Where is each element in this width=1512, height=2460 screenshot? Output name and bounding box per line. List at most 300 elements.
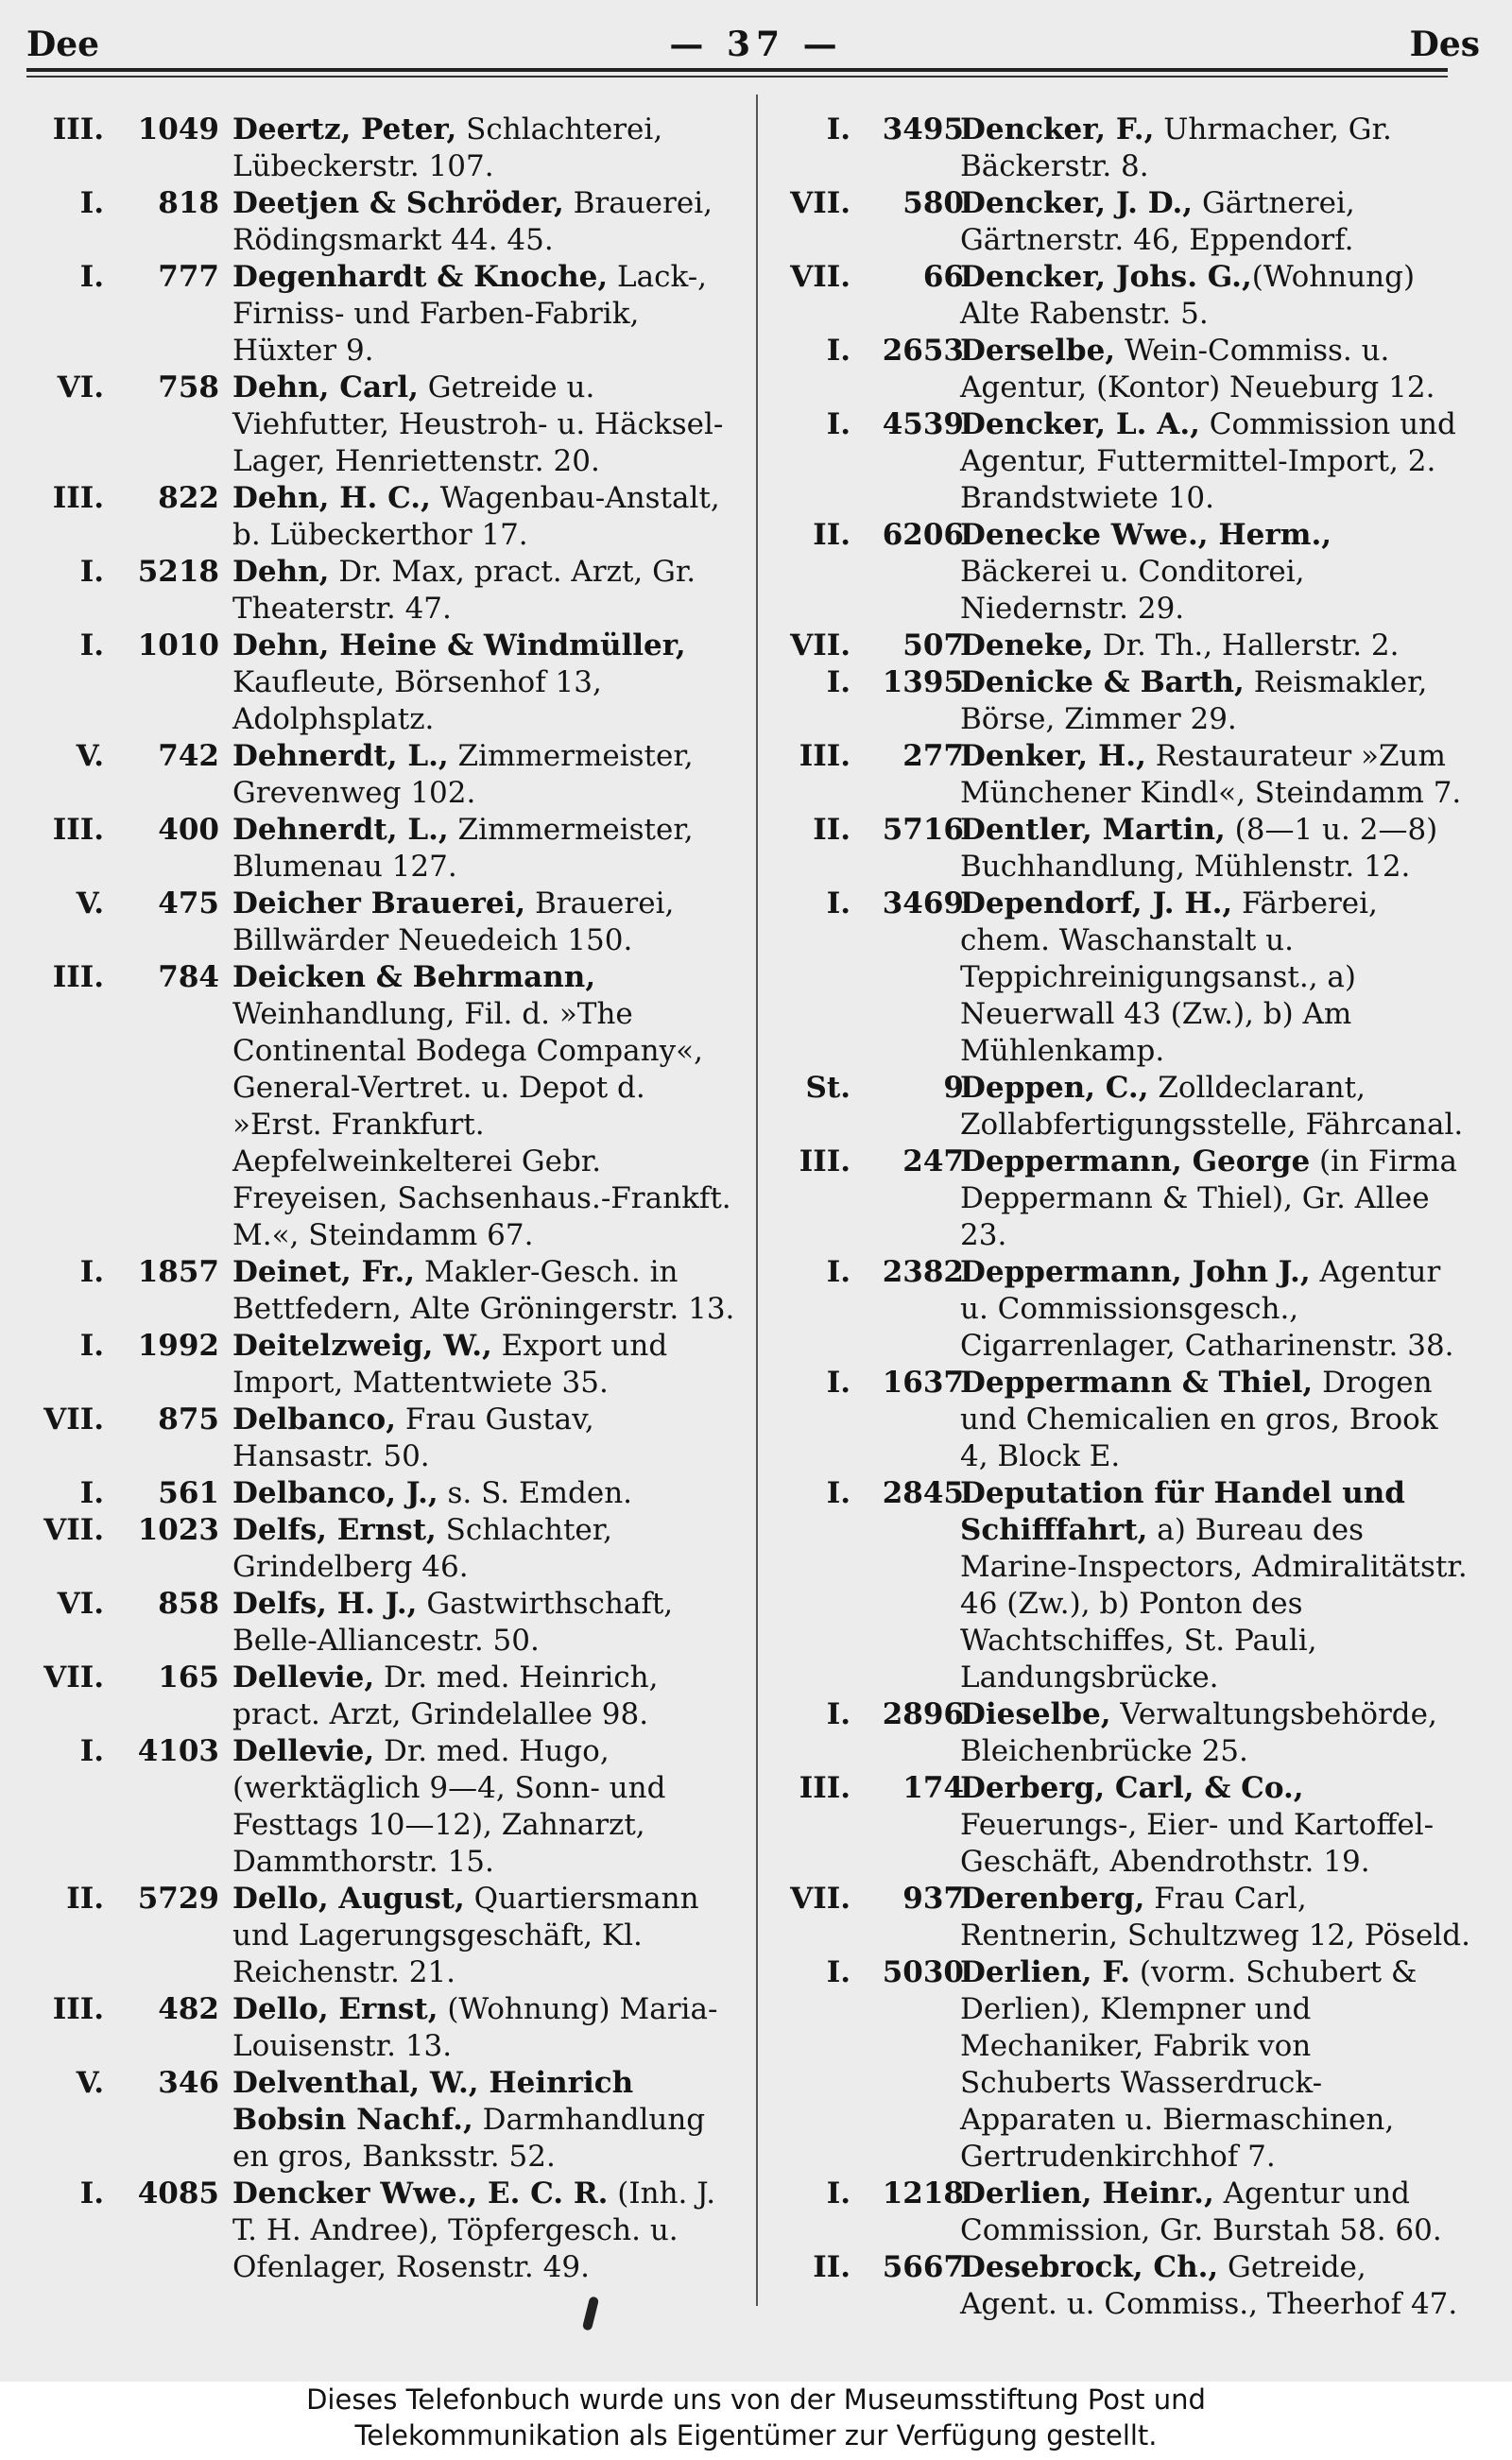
entry-text xyxy=(960,259,1470,333)
entry-description: Dr. Th., Hallerstr. 2. xyxy=(1092,628,1400,662)
directory-entry xyxy=(26,1402,737,1475)
phone-number xyxy=(26,886,219,922)
phone-number xyxy=(26,112,219,148)
directory-entry xyxy=(773,1365,1470,1475)
directory-entry xyxy=(773,517,1470,628)
entry-text xyxy=(960,1475,1470,1696)
entry-description: Lack-, Firniss- und Farben-Fabrik, Hüxter 9. xyxy=(232,260,708,368)
footer-line-1: Dieses Telefonbuch wurde uns von der Museumsstiftung Post und xyxy=(306,2383,1206,2416)
entry-text xyxy=(232,480,737,554)
exchange-code: I. xyxy=(826,407,850,441)
directory-entry xyxy=(26,112,737,185)
entry-description: Zimmermeister, Blumenau 127. xyxy=(232,813,694,884)
entry-text xyxy=(960,812,1470,886)
phone-number xyxy=(26,2065,219,2102)
phone-number xyxy=(773,112,964,148)
directory-entry xyxy=(26,2176,737,2286)
exchange-code: I. xyxy=(826,665,850,699)
header-right-keyword: Des xyxy=(1409,25,1480,64)
phone-number xyxy=(773,1070,964,1107)
column-divider xyxy=(756,95,758,2306)
entry-name: Dehnerdt, L., xyxy=(232,813,449,847)
entry-name: Dependorf, J. H., xyxy=(960,886,1233,920)
phone-number xyxy=(26,2176,219,2212)
entry-text xyxy=(232,1660,737,1733)
subscriber-number: 3469 xyxy=(882,886,964,920)
phone-number xyxy=(26,554,219,591)
exchange-code: I. xyxy=(826,334,850,368)
entry-text xyxy=(232,628,737,738)
entry-text xyxy=(960,1696,1470,1770)
entry-description: (Wohnung) Alte Rabenstr. 5. xyxy=(960,260,1416,331)
exchange-code: V. xyxy=(76,739,104,773)
directory-entry xyxy=(773,1070,1470,1144)
directory-entry xyxy=(26,1328,737,1402)
exchange-code: VI. xyxy=(57,1587,104,1621)
phone-number xyxy=(773,1696,964,1733)
entry-text xyxy=(232,1733,737,1881)
exchange-code: I. xyxy=(826,1476,850,1510)
exchange-code: VII. xyxy=(43,1402,104,1436)
subscriber-number: 784 xyxy=(158,960,219,994)
entry-text xyxy=(960,1881,1470,1954)
entry-description: Dr. med. Hugo, (werktäglich 9—4, Sonn- und Festtags 10—12), Zahnarzt, Dammthorstr. 15. xyxy=(232,1734,666,1879)
exchange-code: VII. xyxy=(790,260,850,294)
entry-text xyxy=(960,185,1470,259)
entry-description: Export und Import, Mattentwiete 35. xyxy=(232,1329,668,1400)
entry-text xyxy=(232,886,737,959)
phone-number xyxy=(773,2249,964,2286)
phone-number xyxy=(773,1254,964,1291)
phone-number xyxy=(773,406,964,443)
directory-entry xyxy=(26,1660,737,1733)
subscriber-number: 1637 xyxy=(882,1366,964,1400)
subscriber-number: 777 xyxy=(158,260,219,294)
exchange-code: II. xyxy=(813,813,850,847)
entry-name: Deitelzweig, W., xyxy=(232,1329,492,1363)
entry-name: Derberg, Carl, & Co., xyxy=(960,1771,1304,1805)
subscriber-number: 5716 xyxy=(882,813,964,847)
directory-entry xyxy=(773,628,1470,664)
directory-entry xyxy=(773,406,1470,517)
exchange-code: VII. xyxy=(43,1513,104,1547)
exchange-code: VII. xyxy=(790,628,850,662)
entry-name: Dehnerdt, L., xyxy=(232,739,449,773)
entry-description: (Wohnung) Maria-Louisenstr. 13. xyxy=(232,1992,718,2063)
directory-entry xyxy=(26,1475,737,1512)
entry-name: Dehn, Carl, xyxy=(232,370,419,404)
entry-name: Deputation für Handel und Schifffahrt, xyxy=(960,1476,1405,1547)
header-left-keyword: Dee xyxy=(26,25,100,64)
directory-entry xyxy=(26,628,737,738)
directory-entry xyxy=(773,112,1470,185)
subscriber-number: 758 xyxy=(158,370,219,404)
exchange-code: I. xyxy=(826,2176,850,2211)
entry-description: Dr. med. Heinrich, pract. Arzt, Grindelallee 98. xyxy=(232,1660,659,1731)
directory-entry xyxy=(773,1696,1470,1770)
entry-description: Getreide, Agent. u. Commiss., Theerhof 47. xyxy=(960,2250,1458,2321)
entry-description: (Inh. J. T. H. Andree), Töpfergesch. u. Ofenlager, Rosenstr. 49. xyxy=(232,2176,716,2284)
ink-mark xyxy=(582,2296,599,2331)
phone-number xyxy=(773,259,964,296)
directory-entry xyxy=(773,333,1470,406)
directory-entry xyxy=(26,259,737,370)
exchange-code: I. xyxy=(79,260,104,294)
entry-description: a) Bureau des Marine-Inspectors, Admiralitätstr. 46 (Zw.), b) Ponton des Wachtschiffes, St. Pauli, Landungsbrücke. xyxy=(960,1513,1468,1694)
entry-description: Uhrmacher, Gr. Bäckerstr. 8. xyxy=(960,112,1392,183)
subscriber-number: 858 xyxy=(158,1587,219,1621)
entry-description: Agentur u. Commissionsgesch., Cigarrenlager, Catharinenstr. 38. xyxy=(960,1255,1454,1363)
entry-name: Deicken & Behrmann, xyxy=(232,960,596,994)
entry-description: Zimmermeister, Grevenweg 102. xyxy=(232,739,694,810)
entry-description: Brauerei, Rödingsmarkt 44. 45. xyxy=(232,186,713,257)
phone-number xyxy=(26,1475,219,1512)
entry-name: Deinet, Fr., xyxy=(232,1255,416,1289)
entry-text xyxy=(232,959,737,1254)
page-header xyxy=(0,19,1512,72)
entry-text xyxy=(232,1475,737,1512)
directory-entry xyxy=(773,1144,1470,1254)
entry-name: Delfs, Ernst, xyxy=(232,1513,437,1547)
entry-description: Verwaltungsbehörde, Bleichenbrücke 25. xyxy=(960,1697,1437,1768)
phone-number xyxy=(773,185,964,222)
entry-name: Derlien, Heinr., xyxy=(960,2176,1214,2211)
entry-description: Feuerungs-, Eier- und Kartoffel-Geschäft, Abendrothstr. 19. xyxy=(960,1808,1435,1879)
entry-name: Dentler, Martin, xyxy=(960,813,1226,847)
exchange-code: I. xyxy=(826,1255,850,1289)
subscriber-number: 174 xyxy=(902,1771,964,1805)
phone-number xyxy=(773,812,964,849)
entry-description: Schlachter, Grindelberg 46. xyxy=(232,1513,613,1584)
subscriber-number: 1049 xyxy=(137,112,219,146)
entry-name: Dehn, xyxy=(232,555,330,589)
entry-text xyxy=(960,517,1470,628)
subscriber-number: 4085 xyxy=(137,2176,219,2211)
directory-entry xyxy=(26,185,737,259)
exchange-code: I. xyxy=(79,628,104,662)
entry-description: Färberei, chem. Waschanstalt u. Teppichreinigungsanst., a) Neuerwall 43 (Zw.), b) Am Mühlenkamp. xyxy=(960,886,1378,1068)
subscriber-number: 3495 xyxy=(882,112,964,146)
directory-entry xyxy=(26,1881,737,1991)
phone-number xyxy=(773,1770,964,1807)
subscriber-number: 2896 xyxy=(882,1697,964,1731)
subscriber-number: 507 xyxy=(902,628,964,662)
phone-number xyxy=(26,185,219,222)
subscriber-number: 2382 xyxy=(882,1255,964,1289)
entry-name: Dencker, Johs. G., xyxy=(960,260,1252,294)
entry-text xyxy=(232,1402,737,1475)
entry-name: Deicher Brauerei, xyxy=(232,886,526,920)
subscriber-number: 400 xyxy=(158,813,219,847)
exchange-code: III. xyxy=(52,960,104,994)
exchange-code: I. xyxy=(79,555,104,589)
entry-description: Drogen und Chemicalien en gros, Brook 4, Block E. xyxy=(960,1366,1438,1473)
entry-name: Dieselbe, xyxy=(960,1697,1111,1731)
subscriber-number: 1023 xyxy=(137,1513,219,1547)
directory-entry xyxy=(26,2065,737,2176)
subscriber-number: 9 xyxy=(943,1071,964,1105)
exchange-code: III. xyxy=(799,739,850,773)
entry-description: Wagenbau-Anstalt, b. Lübeckerthor 17. xyxy=(232,481,720,552)
entry-text xyxy=(232,2065,737,2176)
phone-number xyxy=(26,1733,219,1770)
entry-text xyxy=(960,628,1470,664)
entry-name: Dello, August, xyxy=(232,1882,465,1916)
entry-description: s. S. Emden. xyxy=(438,1476,633,1510)
subscriber-number: 818 xyxy=(158,186,219,220)
subscriber-number: 5667 xyxy=(882,2250,964,2284)
phone-number xyxy=(26,1660,219,1696)
phone-number xyxy=(773,886,964,922)
exchange-code: V. xyxy=(76,2066,104,2100)
subscriber-number: 742 xyxy=(158,739,219,773)
entry-text xyxy=(960,1070,1470,1144)
exchange-code: St. xyxy=(805,1071,850,1105)
entry-text xyxy=(960,664,1470,738)
phone-number xyxy=(26,1402,219,1438)
phone-number xyxy=(773,1365,964,1402)
entry-name: Dencker, L. A., xyxy=(960,407,1200,441)
exchange-code: II. xyxy=(66,1882,104,1916)
entry-text xyxy=(960,1254,1470,1365)
exchange-code: I. xyxy=(79,2176,104,2211)
directory-entry xyxy=(773,1881,1470,1954)
exchange-code: II. xyxy=(813,2250,850,2284)
directory-entry xyxy=(773,1954,1470,2176)
entry-text xyxy=(232,738,737,812)
entry-description: Gärtnerei, Gärtnerstr. 46, Eppendorf. xyxy=(960,186,1355,257)
entry-text xyxy=(232,1254,737,1328)
footer-notice xyxy=(0,2382,1512,2460)
subscriber-number: 6206 xyxy=(882,518,964,552)
phone-number xyxy=(773,1954,964,1991)
entry-description: Getreide u. Viehfutter, Heustroh- u. Häcksel-Lager, Henriettenstr. 20. xyxy=(232,370,724,478)
phone-number xyxy=(26,1512,219,1549)
exchange-code: I. xyxy=(79,1329,104,1363)
phone-number xyxy=(26,1328,219,1365)
subscriber-number: 2845 xyxy=(882,1476,964,1510)
exchange-code: III. xyxy=(52,1992,104,2026)
entry-name: Delfs, H. J., xyxy=(232,1587,418,1621)
subscriber-number: 4539 xyxy=(882,407,964,441)
entry-name: Dehn, Heine & Windmüller, xyxy=(232,628,686,662)
entry-description: (8—1 u. 2—8) Buchhandlung, Mühlenstr. 12. xyxy=(960,813,1438,884)
directory-entry xyxy=(26,812,737,886)
subscriber-number: 66 xyxy=(922,260,964,294)
directory-entry xyxy=(773,738,1470,812)
phone-number xyxy=(26,259,219,296)
subscriber-number: 937 xyxy=(902,1882,964,1916)
subscriber-number: 561 xyxy=(158,1476,219,1510)
entry-description: Bäckerei u. Conditorei, Niedernstr. 29. xyxy=(960,555,1305,626)
directory-entry xyxy=(773,812,1470,886)
subscriber-number: 277 xyxy=(902,739,964,773)
subscriber-number: 580 xyxy=(902,186,964,220)
entry-text xyxy=(232,812,737,886)
exchange-code: I. xyxy=(79,186,104,220)
entry-description: Dr. Max, pract. Arzt, Gr. Theaterstr. 47. xyxy=(232,555,696,626)
directory-entry xyxy=(26,1991,737,2065)
directory-entry xyxy=(26,959,737,1254)
phone-number xyxy=(773,333,964,370)
entry-description: Darmhandlung en gros, Banksstr. 52. xyxy=(232,2103,706,2174)
entry-description: (in Firma Deppermann & Thiel), Gr. Allee 23. xyxy=(960,1144,1457,1252)
exchange-code: III. xyxy=(799,1771,850,1805)
exchange-code: III. xyxy=(799,1144,850,1178)
subscriber-number: 1010 xyxy=(137,628,219,662)
entry-description: Restaurateur »Zum Münchener Kindl«, Steindamm 7. xyxy=(960,739,1462,810)
entry-name: Deneke, xyxy=(960,628,1093,662)
entry-text xyxy=(960,1954,1470,2176)
subscriber-number: 1857 xyxy=(137,1255,219,1289)
entry-name: Desebrock, Ch., xyxy=(960,2250,1219,2284)
entry-name: Degenhardt & Knoche, xyxy=(232,260,609,294)
entry-text xyxy=(960,1770,1470,1881)
subscriber-number: 4103 xyxy=(137,1734,219,1768)
exchange-code: I. xyxy=(79,1255,104,1289)
phone-number xyxy=(26,370,219,406)
exchange-code: VII. xyxy=(790,186,850,220)
phone-number xyxy=(26,738,219,775)
entry-text xyxy=(232,185,737,259)
entry-name: Dencker Wwe., E. C. R. xyxy=(232,2176,609,2211)
subscriber-number: 5218 xyxy=(137,555,219,589)
entry-text xyxy=(960,406,1470,517)
entry-text xyxy=(960,1365,1470,1475)
entry-name: Derenberg, xyxy=(960,1882,1145,1916)
entry-description: Kaufleute, Börsenhof 13, Adolphsplatz. xyxy=(232,665,602,736)
exchange-code: III. xyxy=(52,112,104,146)
subscriber-number: 822 xyxy=(158,481,219,515)
directory-entry xyxy=(773,1475,1470,1696)
header-rule-thin xyxy=(26,76,1448,77)
exchange-code: III. xyxy=(52,481,104,515)
entry-name: Deppermann, George xyxy=(960,1144,1311,1178)
right-column xyxy=(773,112,1470,2323)
entry-text xyxy=(960,1144,1470,1254)
directory-entry xyxy=(26,1733,737,1881)
directory-entry xyxy=(26,480,737,554)
subscriber-number: 875 xyxy=(158,1402,219,1436)
page-number: — 37 — xyxy=(669,25,843,64)
entry-text xyxy=(960,738,1470,812)
entry-name: Dellevie, xyxy=(232,1734,375,1768)
entry-text xyxy=(232,1328,737,1402)
entry-name: Denecke Wwe., Herm., xyxy=(960,518,1332,552)
entry-name: Deppermann & Thiel, xyxy=(960,1366,1314,1400)
entry-description: Brauerei, Billwärder Neuedeich 150. xyxy=(232,886,675,957)
exchange-code: I. xyxy=(826,1697,850,1731)
entry-description: Quartiersmann und Lagerungsgeschäft, Kl. Reichenstr. 21. xyxy=(232,1882,699,1989)
entry-name: Delventhal, W., Heinrich Bobsin Nachf., xyxy=(232,2066,634,2137)
entry-text xyxy=(232,259,737,370)
directory-entry xyxy=(26,1254,737,1328)
phone-number xyxy=(773,1475,964,1512)
entry-name: Dencker, J. D., xyxy=(960,186,1194,220)
phone-number xyxy=(26,1881,219,1918)
subscriber-number: 482 xyxy=(158,1992,219,2026)
phone-number xyxy=(773,517,964,554)
entry-name: Dello, Ernst, xyxy=(232,1992,438,2026)
phone-number xyxy=(26,628,219,664)
entry-text xyxy=(960,112,1470,185)
subscriber-number: 165 xyxy=(158,1660,219,1694)
entry-name: Derlien, F. xyxy=(960,1955,1131,1989)
entry-text xyxy=(960,333,1470,406)
entry-text xyxy=(232,1512,737,1586)
left-column xyxy=(26,112,737,2286)
phone-number xyxy=(26,812,219,849)
entry-name: Denicke & Barth, xyxy=(960,665,1245,699)
exchange-code: I. xyxy=(79,1476,104,1510)
directory-entry xyxy=(773,2176,1470,2249)
entry-text xyxy=(232,1991,737,2065)
phone-number xyxy=(26,1991,219,2028)
exchange-code: II. xyxy=(813,518,850,552)
entry-name: Deppermann, John J., xyxy=(960,1255,1311,1289)
entry-description: Reismakler, Börse, Zimmer 29. xyxy=(960,665,1428,736)
entry-description: Schlachterei, Lübeckerstr. 107. xyxy=(232,112,663,183)
directory-entry xyxy=(26,738,737,812)
entry-name: Denker, H., xyxy=(960,739,1146,773)
phone-number xyxy=(26,959,219,996)
exchange-code: I. xyxy=(79,1734,104,1768)
subscriber-number: 2653 xyxy=(882,334,964,368)
entry-text xyxy=(232,1586,737,1660)
entry-name: Derselbe, xyxy=(960,334,1116,368)
directory-entry xyxy=(26,370,737,480)
directory-entry xyxy=(26,1512,737,1586)
header-rule-thick xyxy=(26,68,1448,72)
directory-entry xyxy=(773,2249,1470,2323)
exchange-code: VI. xyxy=(57,370,104,404)
entry-description: Weinhandlung, Fil. d. »The Continental Bodega Company«, General-Vertret. u. Depot d. »Erst. Frankfurt. Aepfelweinkelterei Gebr. Freyeisen, Sachsenhaus.-Frankft. M.«, Steindamm 67. xyxy=(232,997,731,1252)
subscriber-number: 5030 xyxy=(882,1955,964,1989)
directory-entry xyxy=(773,664,1470,738)
entry-text xyxy=(232,1881,737,1991)
exchange-code: VII. xyxy=(43,1660,104,1694)
entry-name: Deetjen & Schröder, xyxy=(232,186,564,220)
entry-name: Dencker, F., xyxy=(960,112,1155,146)
phone-number xyxy=(26,1586,219,1623)
phone-number xyxy=(26,1254,219,1291)
exchange-code: I. xyxy=(826,112,850,146)
entry-description: Makler-Gesch. in Bettfedern, Alte Gröningerstr. 13. xyxy=(232,1255,735,1326)
phone-number xyxy=(773,628,964,664)
entry-name: Dehn, H. C., xyxy=(232,481,431,515)
directory-entry xyxy=(773,886,1470,1070)
phone-number xyxy=(773,1144,964,1180)
directory-entry xyxy=(26,1586,737,1660)
entry-description: Agentur und Commission, Gr. Burstah 58. 60. xyxy=(960,2176,1442,2247)
entry-text xyxy=(232,2176,737,2286)
entry-description: Frau Carl, Rentnerin, Schultzweg 12, Pöseld. xyxy=(960,1882,1470,1953)
entry-text xyxy=(232,554,737,628)
entry-name: Deppen, C., xyxy=(960,1071,1149,1105)
subscriber-number: 1218 xyxy=(882,2176,964,2211)
subscriber-number: 247 xyxy=(902,1144,964,1178)
phone-number xyxy=(26,480,219,517)
directory-entry xyxy=(773,259,1470,333)
directory-entry xyxy=(26,886,737,959)
entry-text xyxy=(960,2249,1470,2323)
exchange-code: I. xyxy=(826,886,850,920)
entry-name: Deertz, Peter, xyxy=(232,112,457,146)
entry-text xyxy=(232,112,737,185)
subscriber-number: 1395 xyxy=(882,665,964,699)
entry-name: Delbanco, xyxy=(232,1402,397,1436)
phone-number xyxy=(773,1881,964,1918)
